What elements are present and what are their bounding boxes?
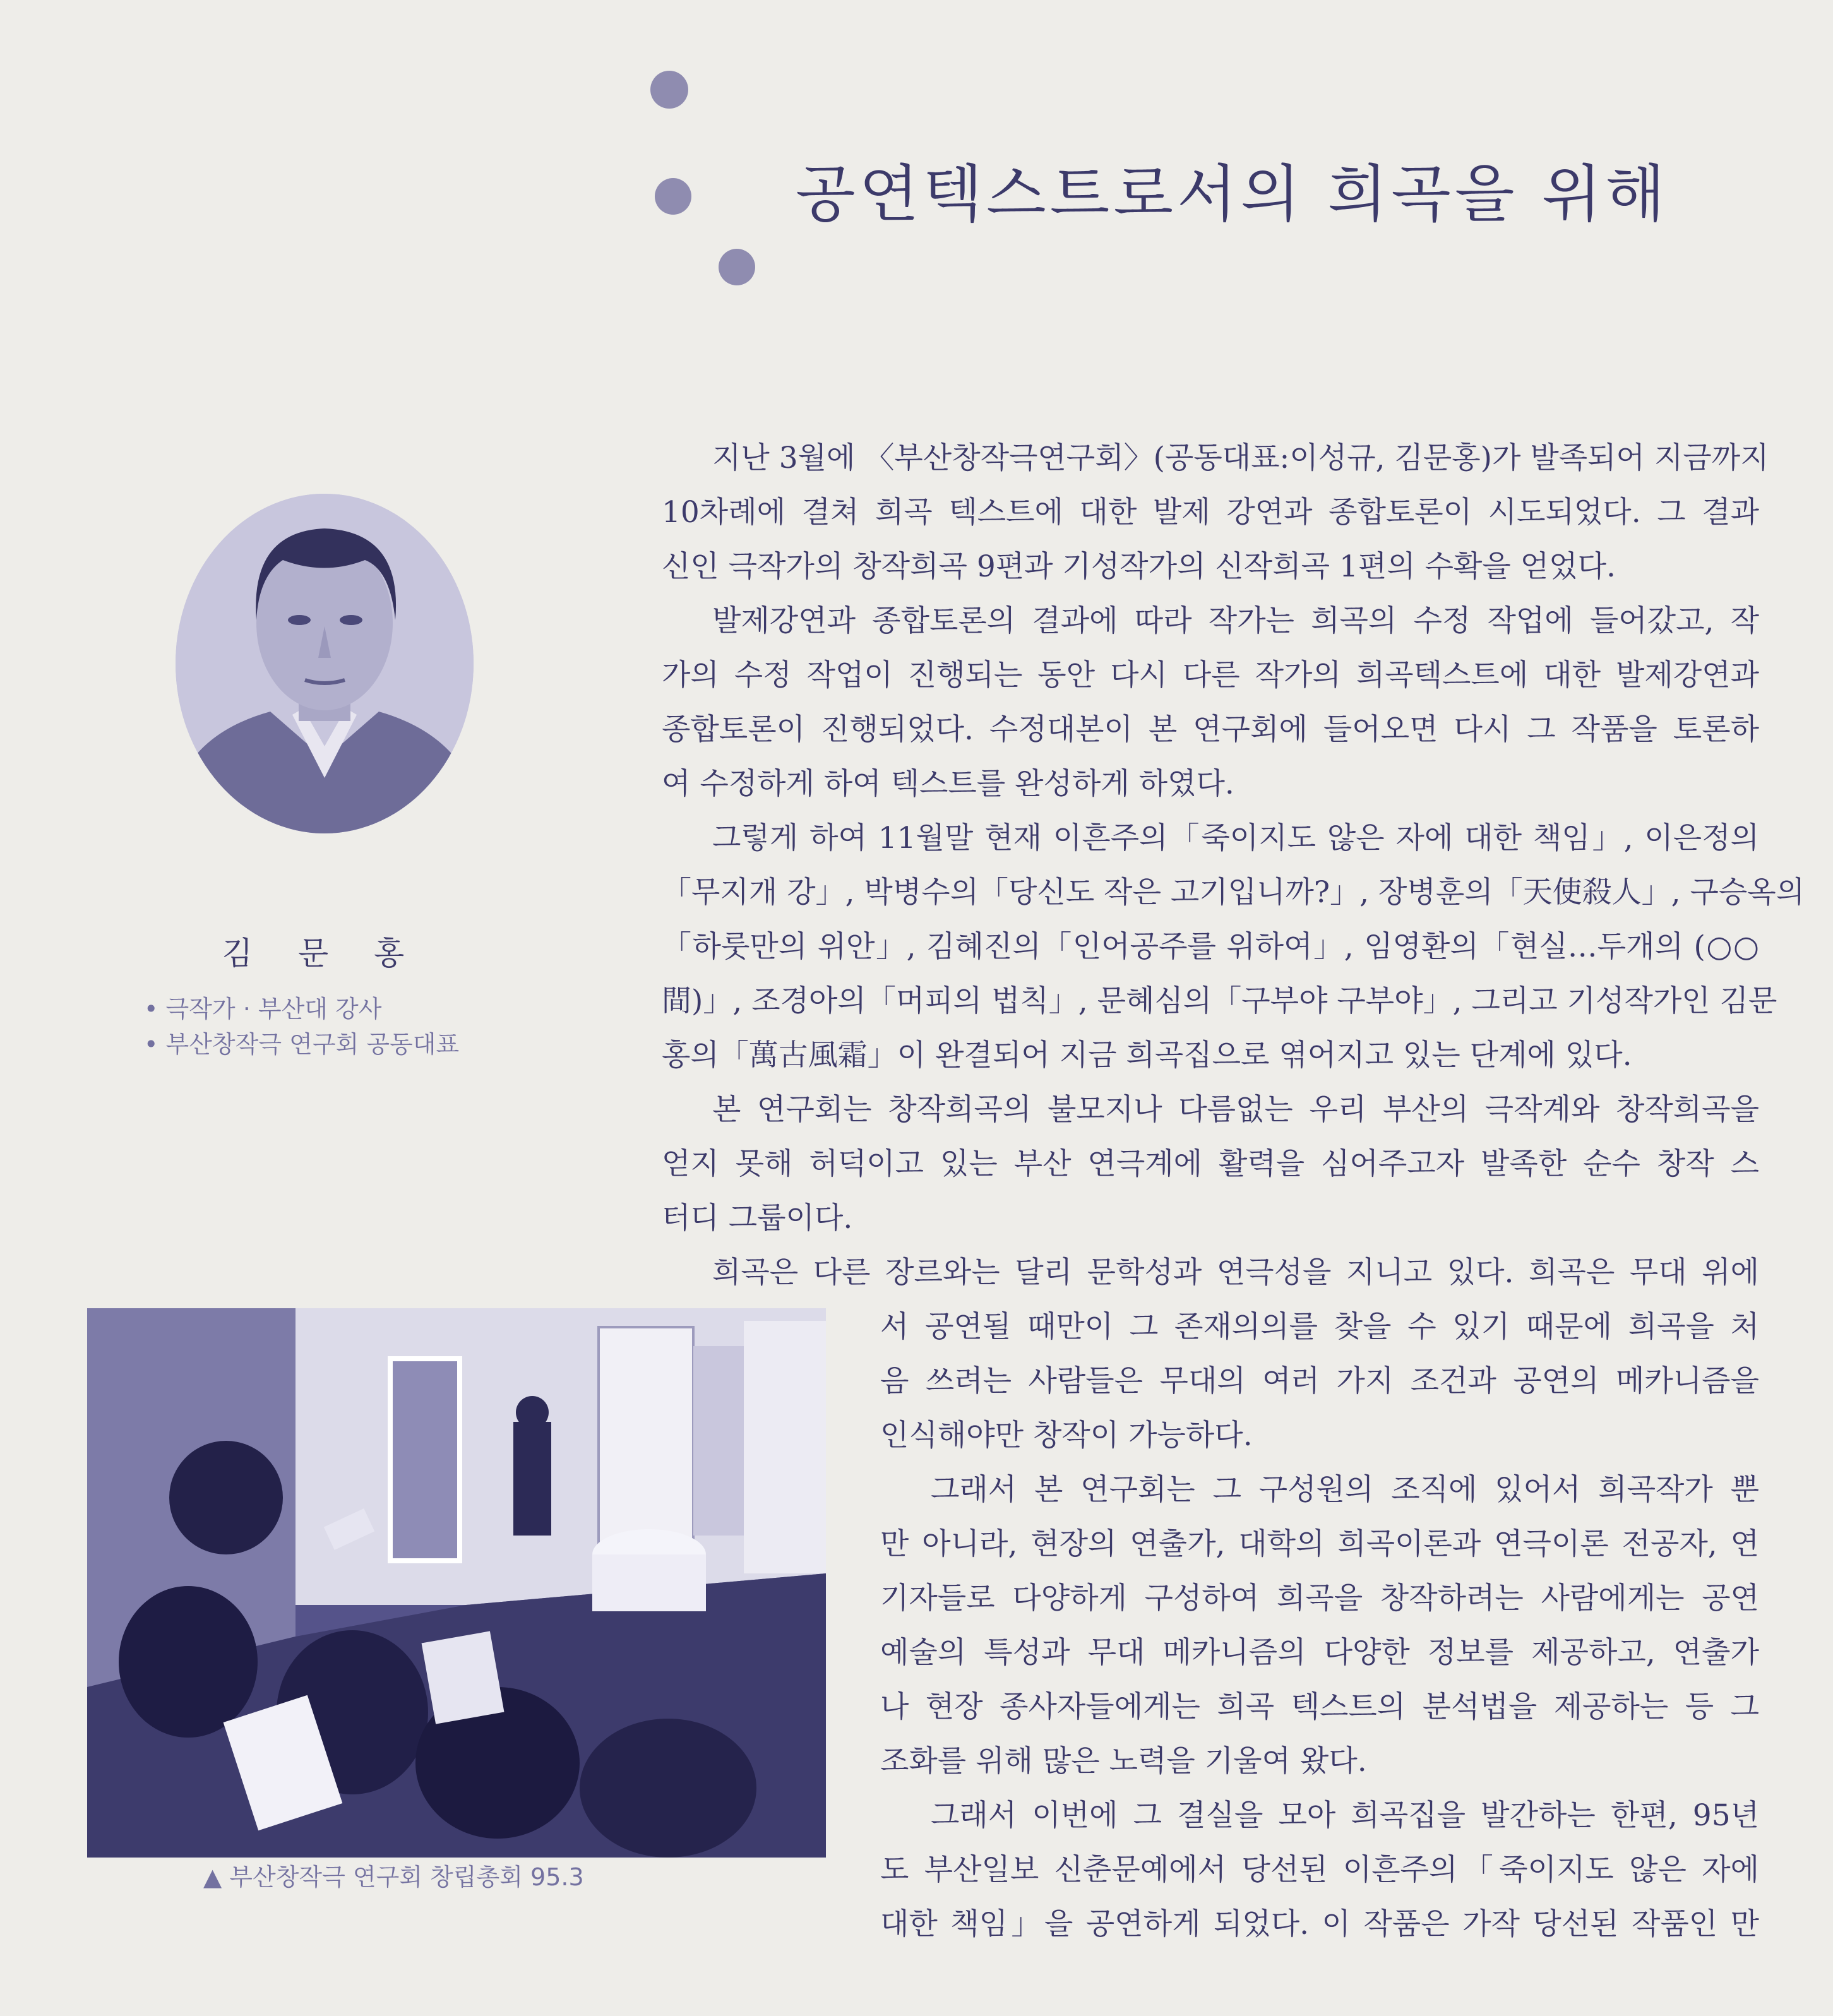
body-line: 그래서 본 연구회는 그 구성원의 조직에 있어서 희곡작가 뿐: [931, 1472, 1759, 1507]
body-line: 그래서 이번에 그 결실을 모아 희곡집을 발간하는 한편, 95년: [931, 1798, 1759, 1833]
body-line: 그렇게 하여 11월말 현재 이흔주의「죽이지도 않은 자에 대한 책임」, 이은정의: [712, 821, 1759, 856]
author-role: • 부산창작극 연구회 공동대표: [144, 1030, 460, 1058]
body-line: 신인 극작가의 창작희곡 9편과 기성작가의 신작희곡 1편의 수확을 얻었다.: [662, 549, 1616, 584]
meeting-photo: [87, 1308, 826, 1858]
body-line: 희곡은 다른 장르와는 달리 문학성과 연극성을 지니고 있다. 희곡은 무대 위에: [712, 1255, 1759, 1290]
body-line: 터디 그룹이다.: [662, 1201, 853, 1236]
body-line: 발제강연과 종합토론의 결과에 따라 작가는 희곡의 수정 작업에 들어갔고, 작: [712, 604, 1759, 638]
decorative-dot-bottom: [719, 249, 755, 285]
body-line: 기자들로 다양하게 구성하여 희곡을 창작하려는 사람에게는 공연: [880, 1581, 1759, 1616]
body-line: 인식해야만 창작이 가능하다.: [880, 1418, 1253, 1453]
body-line: 나 현장 종사자들에게는 희곡 텍스트의 분석법을 제공하는 등 그: [880, 1690, 1759, 1724]
body-line: 지난 3월에 〈부산창작극연구회〉(공동대표:이성규, 김문홍)가 발족되어 지금까지: [712, 441, 1769, 475]
author-portrait-image: [176, 494, 474, 833]
body-line: 10차례에 결쳐 희곡 텍스트에 대한 발제 강연과 종합토론이 시도되었다. 그 결과: [662, 495, 1759, 530]
body-line: 서 공연될 때만이 그 존재의의를 찾을 수 있기 때문에 희곡을 처: [880, 1309, 1759, 1344]
meeting-photo-image: [87, 1308, 826, 1858]
author-portrait: [176, 494, 474, 833]
body-line: 도 부산일보 신춘문예에서 당선된 이흔주의「죽이지도 않은 자에: [880, 1852, 1759, 1887]
body-line: 대한 책임」을 공연하게 되었다. 이 작품은 가작 당선된 작품인 만: [880, 1907, 1759, 1941]
author-role: • 극작가 · 부산대 강사: [144, 995, 382, 1023]
body-line: 만 아니라, 현장의 연출가, 대학의 희곡이론과 연극이론 전공자, 연: [880, 1527, 1759, 1561]
body-line: 종합토론이 진행되었다. 수정대본이 본 연구회에 들어오면 다시 그 작품을 토론하: [662, 712, 1759, 747]
decorative-dot-middle: [655, 178, 691, 215]
body-line: 조화를 위해 많은 노력을 기울여 왔다.: [880, 1744, 1367, 1779]
body-line: 「하룻만의 위안」, 김혜진의「인어공주를 위하여」, 임영환의「현실…두개의 (○○: [662, 929, 1759, 964]
author-roles: [144, 991, 459, 1062]
decorative-dot-top: [650, 71, 688, 109]
body-line: 예술의 특성과 무대 메카니즘의 다양한 정보를 제공하고, 연출가: [880, 1635, 1759, 1670]
body-line: 여 수정하게 하여 텍스트를 완성하게 하였다.: [662, 766, 1234, 801]
photo-caption: ▲ 부산창작극 연구회 창립총회 95.3: [203, 1863, 584, 1891]
body-line: 間)」, 조경아의「머피의 법칙」, 문혜심의「구부야 구부야」, 그리고 기성작가인 김문: [662, 984, 1777, 1018]
body-line: 「무지개 강」, 박병수의「당신도 작은 고기입니까?」, 장병훈의「天使殺人」, 구승옥의: [662, 875, 1805, 910]
body-line: 본 연구회는 창작희곡의 불모지나 다름없는 우리 부산의 극작계와 창작희곡을: [712, 1092, 1759, 1127]
author-name: 김 문 홍: [222, 935, 422, 972]
body-line: 가의 수정 작업이 진행되는 동안 다시 다른 작가의 희곡텍스트에 대한 발제강연과: [662, 658, 1759, 693]
body-line: 홍의「萬古風霜」이 완결되어 지금 희곡집으로 엮어지고 있는 단계에 있다.: [662, 1038, 1632, 1073]
body-line: 음 쓰려는 사람들은 무대의 여러 가지 조건과 공연의 메카니즘을: [880, 1364, 1759, 1399]
body-line: 얻지 못해 허덕이고 있는 부산 연극계에 활력을 심어주고자 발족한 순수 창작 스: [662, 1147, 1759, 1181]
article-title: 공연텍스트로서의 희곡을 위해: [796, 158, 1669, 230]
